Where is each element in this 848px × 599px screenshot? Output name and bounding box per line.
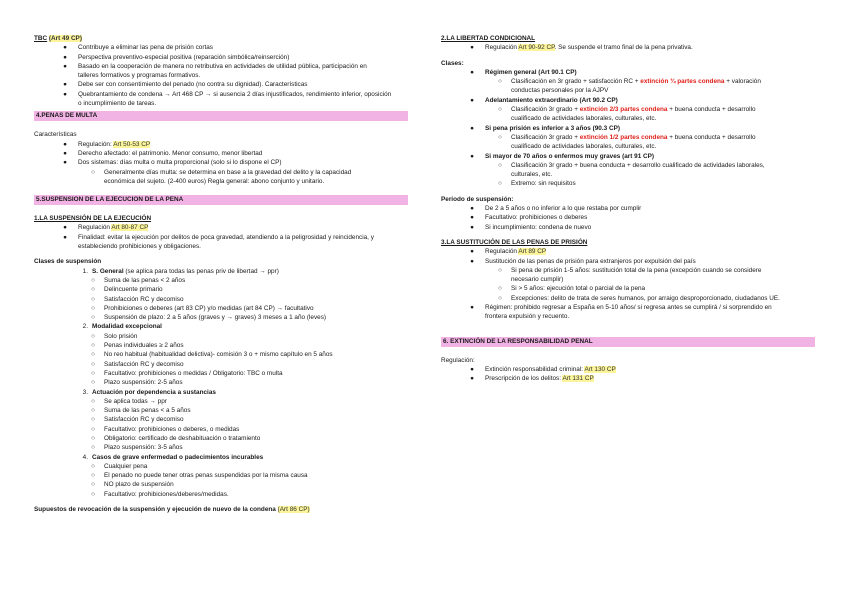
sub-list-item-cont: conductas personales por la AJPV <box>511 87 609 95</box>
list-item: ● Sustitución de las penas de prisión para extranjeros por expulsión del país <box>470 257 696 265</box>
list-item: ● Basado en la cooperación de manera no retributiva en actividades de utilidad pública, participación en <box>63 62 367 70</box>
sub-list-item: ○ El penado no puede tener otras penas suspendidas por la misma causa <box>91 472 308 480</box>
article-ref: Art 80-87 CP <box>111 224 149 232</box>
right-column <box>441 34 815 384</box>
list-item-cont: o incumplimiento de tareas. <box>78 100 157 108</box>
list-item: ● Quebrantamiento de condena → Art 468 CP → si ausencia 2 días injustificados, rendimiento inferior, oposición <box>63 90 392 98</box>
list-item: ● Facultativo: prohibiciones o deberes <box>470 214 588 222</box>
numbered-item: 3. Actuación por dependencia a sustancias <box>82 388 216 396</box>
sub-list-item: ○ Penas individuales ≥ 2 años <box>91 342 184 350</box>
sub-list-item: ○ Extremo: sin requisitos <box>498 180 576 188</box>
list-item: ● Adelantamiento extraordinario (Art 90.2 CP) <box>470 96 618 104</box>
sub-list-item: ○ Facultativo: prohibiciones/deberes/medidas. <box>91 490 229 498</box>
list-item: ● Dos sistemas: días multa o multa proporcional (solo si lo dispone el CP) <box>63 159 282 167</box>
sub-list-item: ○ Si > 5 años: ejecución total o parcial de la pena <box>498 285 646 293</box>
sub-list-item: ○ Se aplica todas → ppr <box>91 397 167 405</box>
article-ref: (Art 86 CP) <box>277 506 310 514</box>
list-item: ● Regulación Art 80-87 CP <box>63 224 149 232</box>
sub-list-item: ○ Clasificación 3r grado + extinción 1/2 partes condena + buena conducta + desarrollo <box>498 133 756 141</box>
left-column <box>34 34 408 514</box>
supuestos-heading: Supuestos de revocación de la suspensión y ejecución de nuevo de la condena (Art 86 CP) <box>34 506 310 514</box>
list-item: ● De 2 a 5 años o no inferior a lo que restaba por cumplir <box>470 205 642 213</box>
list-item: ● Contribuye a eliminar las pena de prisión cortas <box>63 44 213 52</box>
text-line: Regulación: <box>441 356 475 364</box>
tbc-heading <box>34 34 408 43</box>
sub-list-item-cont: cualificado de actividades laborales, culturales, etc. <box>511 115 657 123</box>
section-header: 6. EXTINCIÓN DE LA RESPONSABILIDAD PENAL <box>441 337 815 347</box>
sub-list-item: ○ NO plazo de suspensión <box>91 481 174 489</box>
sub-list-item-cont: cualificado de actividades laborales, culturales, etc. <box>511 143 657 151</box>
article-ref: Art 131 CP <box>562 375 594 383</box>
sub-list-item: ○ Plazo suspensión: 2-5 años <box>91 379 183 387</box>
sub-list-item: ○ Satisfacción RC y decomiso <box>91 295 184 303</box>
sub-list-item: ○ Excepciones: delito de trata de seres humanos, por arraigo desproporcionado, ciudadanos UE. <box>498 294 780 302</box>
list-item: ● Si incumplimiento: condena de nuevo <box>470 223 592 231</box>
article-ref: (Art 49 CP) <box>48 35 82 42</box>
subsection-title: 3.LA SUSTITUCIÓN DE LAS PENAS DE PRISIÓN <box>441 238 588 246</box>
sub-list-item: ○ Clasificación 3r grado + extinción 2/3 partes condena + buena conducta + desarrollo <box>498 106 756 114</box>
subsection-title: 2.LA LIBERTAD CONDICIONAL <box>441 35 536 42</box>
article-ref: Art 89 CP <box>518 248 547 256</box>
sub-list-item: ○ Suspensión de plazo: 2 a 5 años (graves y → graves) 3 meses a 1 año (leves) <box>91 314 327 322</box>
article-ref: Art 90-92 CP <box>518 44 555 52</box>
sub-list-item: ○ Cualquier pena <box>91 462 148 470</box>
sub-list-item: ○ Satisfacción RC y decomiso <box>91 416 184 424</box>
sub-list-item: ○ Si pena de prisión 1-5 años: sustitución total de la pena (excepción cuando se considere <box>498 266 762 274</box>
subsection-title: 1.LA SUSPENSIÓN DE LA EJECUCIÓN <box>34 215 152 223</box>
list-item: ● Perspectiva preventivo-especial positiva (reparación simbólica/reinserción) <box>63 53 290 61</box>
sub-list-item: ○ Suma de las penas < 2 años <box>91 276 186 284</box>
list-item: ● Extinción responsabilidad criminal: Art 130 CP <box>470 365 616 373</box>
list-item: ● Regulación: Art 50-53 CP <box>63 140 151 148</box>
list-item-cont: talleres formativos y programas formativos. <box>78 72 201 80</box>
article-ref: Art 130 CP <box>584 365 616 373</box>
numbered-item: 1. S. General (se aplica para todas las penas priv de libertad → ppr) <box>82 267 279 275</box>
list-item: ● Régimen general (Art 90.1 CP) <box>470 68 577 76</box>
sub-list-item: ○ No reo habitual (habitualidad delictiva)- comisión 3 o + mismo capítulo en 5 años <box>91 351 333 359</box>
sub-list-item: ○ Generalmente días multa: se determina en base a la gravedad del delito y la capacidad <box>91 168 352 176</box>
sub-list-item: ○ Solo prisión <box>91 332 138 340</box>
tbc-title: TBC <box>34 35 48 42</box>
section-header: 4.PENAS DE MULTA <box>34 111 408 121</box>
list-item: ● Régimen: prohibido regresar a España en 5-10 años/ si regresa antes se cumplirá / si sorprendido en <box>470 304 772 312</box>
sub-list-item: ○ Facultativo: prohibiciones o deberes, o medidas <box>91 425 240 433</box>
list-item-cont: estableciendo prohibiciones y obligaciones. <box>78 243 201 251</box>
periodo-label: Período de suspensión: <box>441 195 514 203</box>
sub-list-item: ○ Clasificación 3r grado + buena conducta + desarrollo cualificado de actividades laborales, <box>498 161 765 169</box>
sub-list-item: ○ Facultativo: prohibiciones o medidas / Obligatorio: TBC o multa <box>91 369 283 377</box>
sub-list-item: ○ Clasificación en 3r grado + satisfacción RC + extinción ¾ partes condena + valoración <box>498 78 761 86</box>
list-item: ● Regulación Art 90-92 CP. Se suspende el tramo final de la pena privativa. <box>470 44 693 52</box>
section-header: 5.SUSPENSION DE LA EJECUCION DE LA PENA <box>34 195 408 205</box>
sub-list-item: ○ Suma de las penas < a 5 años <box>91 407 191 415</box>
numbered-item: 2. Modalidad excepcional <box>82 323 162 331</box>
list-item: ● Prescripción de los delitos: Art 131 CP <box>470 375 594 383</box>
list-item: ● Si mayor de 70 años o enfermos muy graves (art 91 CP) <box>470 152 655 160</box>
sub-list-item-cont: económica del sujeto. (2-400 euros) Regla general: abono conjunto y unitario. <box>104 177 325 185</box>
list-item: ● Finalidad: evitar la ejecución por delitos de poca gravedad, atendiendo a la peligrosidad y reincidencia, y <box>63 233 374 241</box>
sub-list-item: ○ Obligatorio: certificado de deshabituación o tratamiento <box>91 434 261 442</box>
clases-label: Clases: <box>441 59 464 67</box>
list-item-cont: frontera expulsión y recuento. <box>485 313 570 321</box>
article-ref: Art 50-53 CP <box>113 140 151 148</box>
clases-title: Clases de suspensión <box>34 258 102 266</box>
sub-list-item-cont: culturales, etc. <box>511 171 553 179</box>
list-item: ● Debe ser con consentimiento del penado (no contra su dignidad). Características <box>63 81 308 89</box>
sub-list-item: ○ Satisfacción RC y decomiso <box>91 360 184 368</box>
sub-list-item: ○ Plazo suspensión: 3-5 años <box>91 444 183 452</box>
sub-list-item-cont: necesario cumplir) <box>511 276 564 284</box>
list-item: ● Derecho afectado: el patrimonio. Menor consumo, menor libertad <box>63 149 263 157</box>
numbered-item: 4. Casos de grave enfermedad o padecimientos incurables <box>82 453 264 461</box>
sub-list-item: ○ Delincuente primario <box>91 286 163 294</box>
text-line: Características <box>34 131 77 139</box>
list-item: ● Si pena prisión es inferior a 3 años (90.3 CP) <box>470 124 620 132</box>
list-item: ● Regulación Art 89 CP <box>470 248 547 256</box>
sub-list-item: ○ Prohibiciones o deberes (art 83 CP) y/o medidas (art 84 CP) → facultativo <box>91 304 314 312</box>
